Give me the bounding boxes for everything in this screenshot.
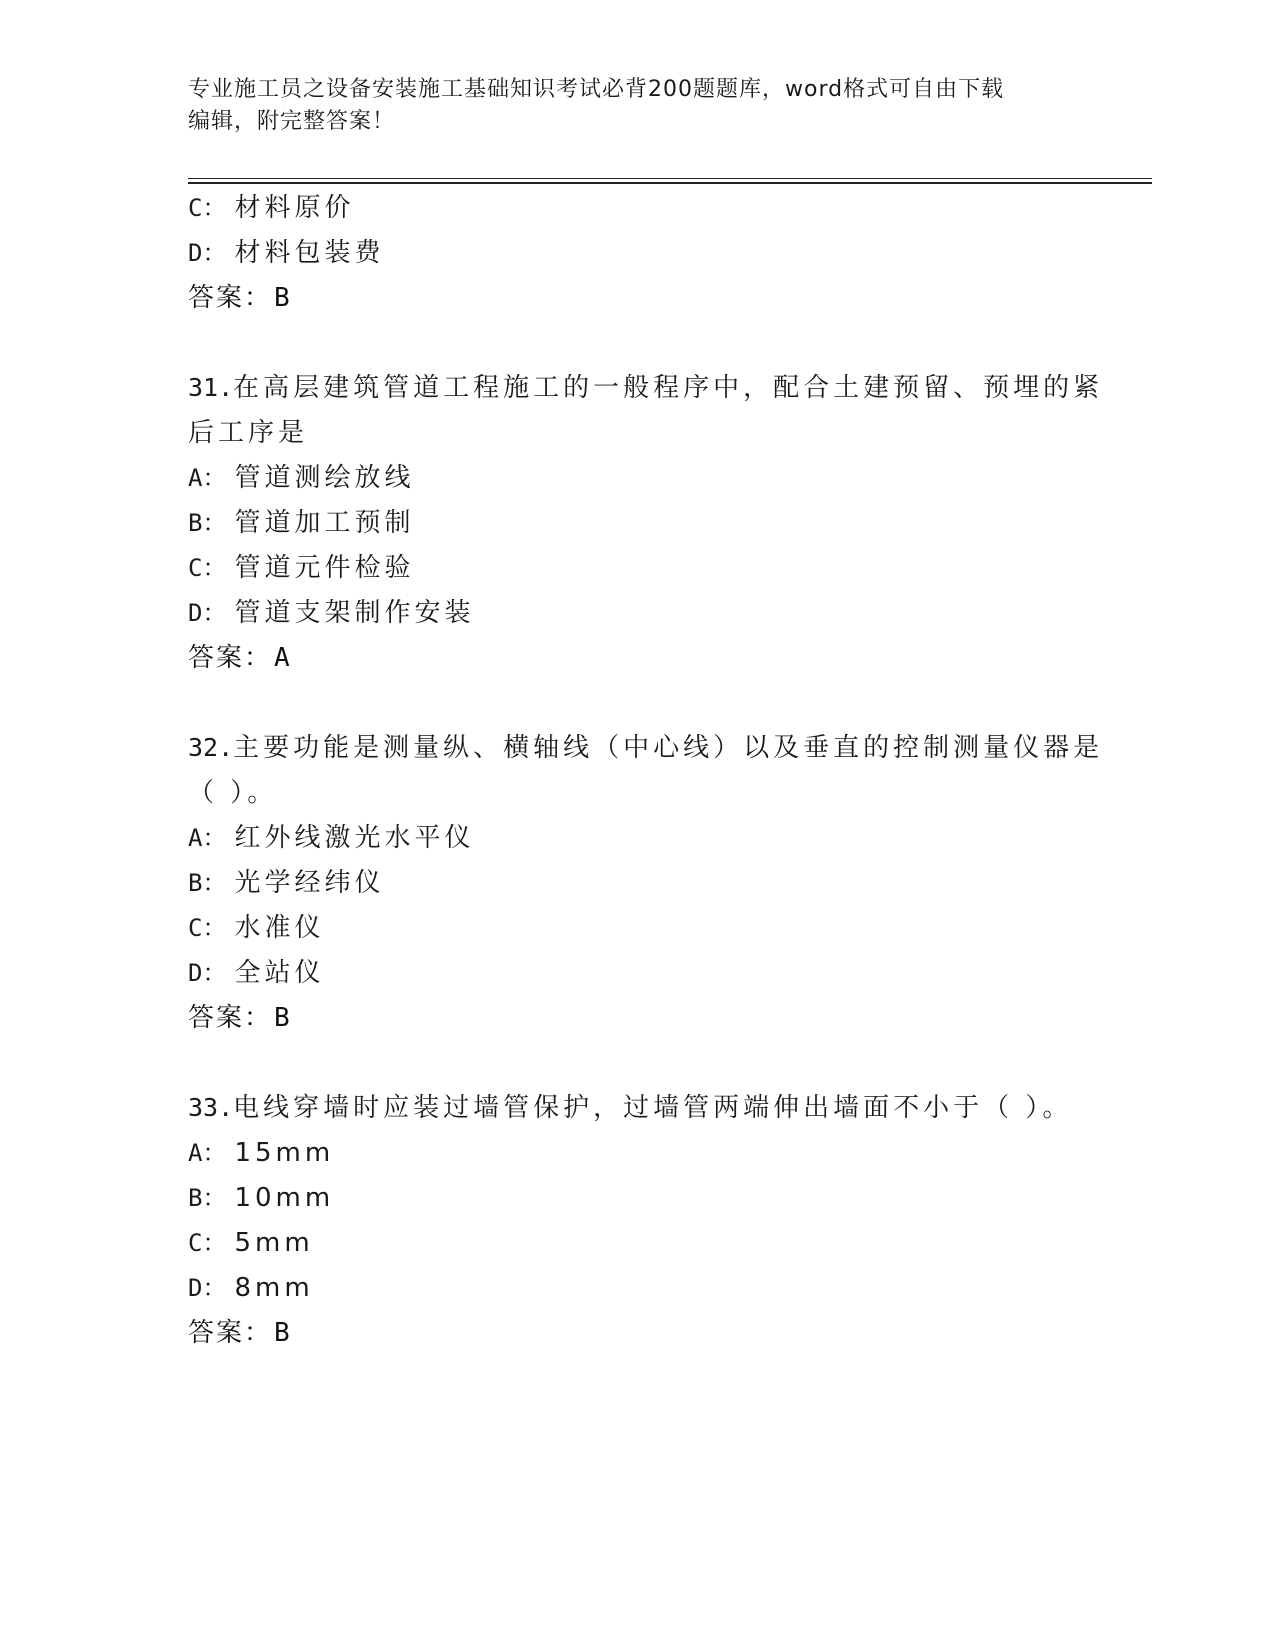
answer-value: B xyxy=(274,1003,290,1033)
answer-value: A xyxy=(274,643,290,673)
q31-stem-line1 xyxy=(188,373,1103,403)
header-divider-thin xyxy=(188,178,1152,179)
answer-value: B xyxy=(274,283,290,313)
option-text: 全站仪 xyxy=(234,958,325,988)
q32-stem-line2 xyxy=(188,778,277,808)
option-label: D： xyxy=(188,1274,227,1302)
answer-label: 答案： xyxy=(188,283,273,313)
option-text: 8mm xyxy=(234,1273,314,1303)
q31-stem-line2 xyxy=(188,418,308,448)
option-label: A： xyxy=(188,824,227,852)
option-label: A： xyxy=(188,464,227,492)
answer-label: 答案： xyxy=(188,1003,273,1033)
q32-option-b xyxy=(188,868,384,898)
q31-option-a xyxy=(188,463,414,493)
option-text: 管道加工预制 xyxy=(234,508,415,538)
option-text: 水准仪 xyxy=(234,913,325,943)
question-stem: 电线穿墙时应装过墙管保护，过墙管两端伸出墙面不小于（ ）。 xyxy=(233,1093,1073,1123)
option-label: C： xyxy=(188,554,227,582)
q33-option-b xyxy=(188,1183,334,1213)
option-text: 管道支架制作安装 xyxy=(234,598,475,628)
q32-option-c xyxy=(188,913,324,943)
q32-answer xyxy=(188,1003,290,1033)
question-stem: 主要功能是测量纵、横轴线（中心线）以及垂直的控制测量仪器是 xyxy=(233,733,1104,763)
q31-answer xyxy=(188,643,290,673)
document-header xyxy=(188,74,1088,138)
q30-answer xyxy=(188,283,290,313)
q33-option-a xyxy=(188,1138,334,1168)
option-label: B： xyxy=(188,509,227,537)
q31-option-c xyxy=(188,553,414,583)
q31-option-b xyxy=(188,508,414,538)
option-label: A： xyxy=(188,1139,227,1167)
option-label: B： xyxy=(188,1184,227,1212)
option-text: 管道测绘放线 xyxy=(234,463,415,493)
answer-label: 答案： xyxy=(188,643,273,673)
option-text: 红外线激光水平仪 xyxy=(234,823,475,853)
q32-stem-line1 xyxy=(188,733,1103,763)
option-text: 5mm xyxy=(234,1228,314,1258)
q31-option-d xyxy=(188,598,474,628)
option-label: B： xyxy=(188,869,227,897)
answer-label: 答案： xyxy=(188,1318,273,1348)
option-text: 管道元件检验 xyxy=(234,553,415,583)
option-text: 材料原价 xyxy=(234,193,355,223)
question-number: 33. xyxy=(188,1093,234,1122)
answer-value: B xyxy=(274,1318,290,1348)
option-label: D： xyxy=(188,959,227,987)
option-text: 10mm xyxy=(234,1183,335,1213)
question-number: 31. xyxy=(188,373,234,402)
q33-option-d xyxy=(188,1273,314,1303)
option-label: D： xyxy=(188,239,227,267)
q33-option-c xyxy=(188,1228,314,1258)
header-divider-thick xyxy=(188,182,1152,184)
option-text: 光学经纬仪 xyxy=(234,868,385,898)
q30-option-c xyxy=(188,193,354,223)
q33-stem-line1 xyxy=(188,1093,1072,1123)
option-label: C： xyxy=(188,1229,227,1257)
q32-option-d xyxy=(188,958,324,988)
q32-option-a xyxy=(188,823,474,853)
header-title-line2: 编辑，附完整答案！ xyxy=(188,109,396,134)
q33-answer xyxy=(188,1318,290,1348)
question-stem: （ ）。 xyxy=(188,778,278,808)
question-stem: 后工序是 xyxy=(188,418,309,448)
question-stem: 在高层建筑管道工程施工的一般程序中，配合土建预留、预埋的紧 xyxy=(233,373,1104,403)
option-label: D： xyxy=(188,599,227,627)
option-text: 15mm xyxy=(234,1138,335,1168)
option-label: C： xyxy=(188,914,227,942)
option-label: C： xyxy=(188,194,227,222)
option-text: 材料包装费 xyxy=(234,238,385,268)
header-title-line1: 专业施工员之设备安装施工基础知识考试必背200题题库，word格式可自由下载 xyxy=(188,77,1005,102)
q30-option-d xyxy=(188,238,384,268)
question-number: 32. xyxy=(188,733,234,762)
